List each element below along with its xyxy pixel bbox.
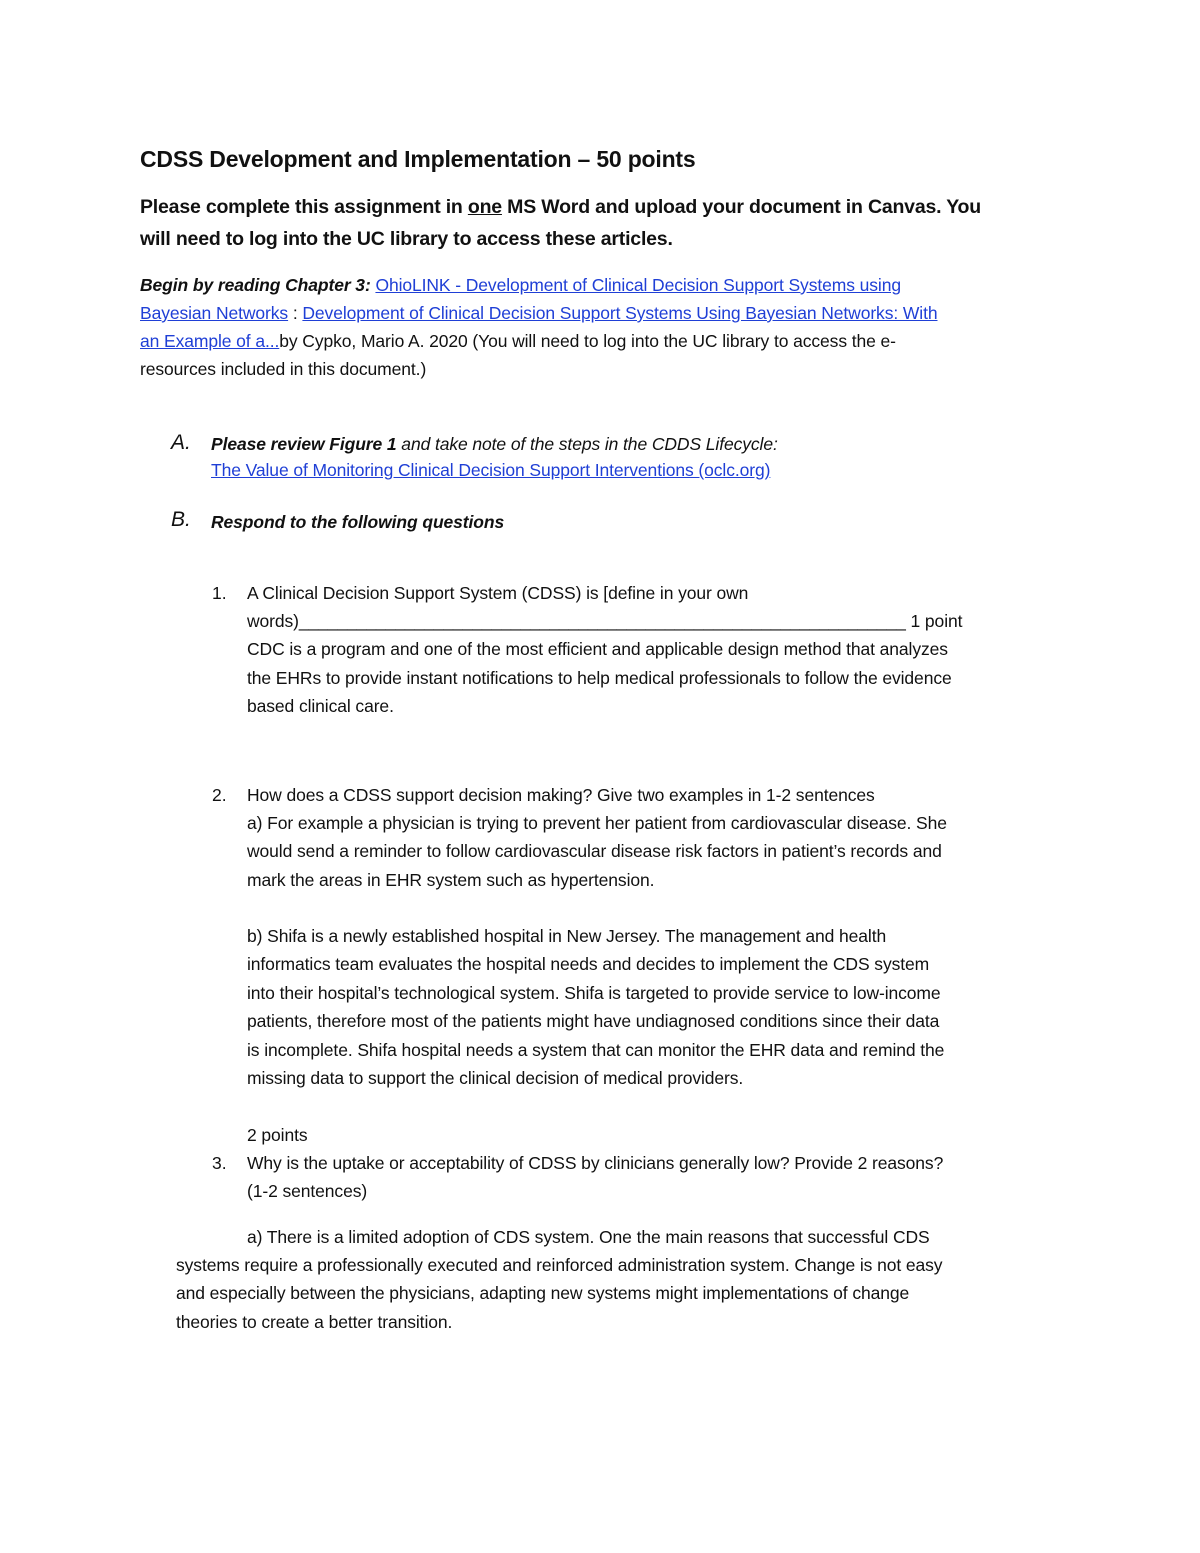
section-a-rest: and take note of the steps in the CDDS Lifecycle: xyxy=(396,434,778,454)
reading-line-3 xyxy=(140,331,896,352)
instructions-text-after: MS Word and upload your document in Canvas. You xyxy=(501,196,981,218)
reading-line-4: resources included in this document.) xyxy=(140,359,427,379)
question-3-answer-line-2: systems require a professionally executed and reinforced administration system. Change is not easy xyxy=(176,1255,943,1275)
question-3-number: 3. xyxy=(212,1153,227,1173)
question-1-answer-line-2: the EHRs to provide instant notifications to help medical professionals to follow the evidence xyxy=(247,668,952,688)
reading-author: by Cypko, Mario A. 2020 (You will need to log into the UC library to access the e- xyxy=(279,331,896,351)
instructions-emphasis-one: one xyxy=(467,196,502,218)
section-a-letter: A. xyxy=(171,431,191,454)
question-3-answer-line-1: a) There is a limited adoption of CDS system. One the main reasons that successful CDS xyxy=(247,1227,930,1247)
question-1-answer-line-3: based clinical care. xyxy=(247,696,394,716)
section-b-letter: B. xyxy=(171,508,191,531)
question-1-number: 1. xyxy=(212,583,227,603)
question-2-answer-b-line-3: into their hospital’s technological system. Shifa is targeted to provide service to low-income xyxy=(247,983,941,1003)
question-2-answer-b-line-5: is incomplete. Shifa hospital needs a system that can monitor the EHR data and remind the xyxy=(247,1040,945,1060)
question-2-answer-a-line-3: mark the areas in EHR system such as hypertension. xyxy=(247,870,655,890)
book-link-part-1[interactable]: Development of Clinical Decision Support Systems Using Bayesian Networks: With xyxy=(302,303,938,323)
instructions-text-before: Please complete this assignment in xyxy=(140,196,468,218)
question-2-prompt: How does a CDSS support decision making? Give two examples in 1-2 sentences xyxy=(247,785,875,805)
document-title: CDSS Development and Implementation – 50 points xyxy=(140,146,696,172)
section-a-link-line xyxy=(211,460,770,481)
question-3-prompt-line-2: (1-2 sentences) xyxy=(247,1181,368,1201)
ohiolink-link-part-1[interactable]: OhioLINK - Development of Clinical Decision Support Systems using xyxy=(375,275,901,295)
reading-lead: Begin by reading Chapter 3: xyxy=(140,275,371,295)
reading-separator: : xyxy=(288,303,303,323)
question-3-prompt-line-1: Why is the uptake or acceptability of CDSS by clinicians generally low? Provide 2 reasons? xyxy=(247,1153,944,1173)
instructions-line-2: will need to log into the UC library to access these articles. xyxy=(140,228,673,250)
question-3-answer-line-3: and especially between the physicians, adapting new systems might implementations of change xyxy=(176,1283,910,1303)
reading-line-1 xyxy=(140,275,901,296)
section-a-text xyxy=(211,434,778,455)
question-1-prompt-line-2: words)_______________________________________________________________ 1 point xyxy=(247,611,963,631)
question-1-prompt-line-1: A Clinical Decision Support System (CDSS) is [define in your own xyxy=(247,583,749,603)
question-2-answer-b-line-2: informatics team evaluates the hospital needs and decides to implement the CDS system xyxy=(247,954,930,974)
section-a-bold: Please review Figure 1 xyxy=(211,434,397,454)
question-2-answer-a-line-1: a) For example a physician is trying to prevent her patient from cardiovascular disease. She xyxy=(247,813,947,833)
question-3-answer-line-4: theories to create a better transition. xyxy=(176,1312,453,1332)
monitoring-cds-link[interactable]: The Value of Monitoring Clinical Decision Support Interventions (oclc.org) xyxy=(211,460,771,480)
book-link-part-2[interactable]: an Example of a... xyxy=(140,331,280,351)
question-1-answer-line-1: CDC is a program and one of the most efficient and applicable design method that analyzes xyxy=(247,639,948,659)
question-2-answer-b-line-6: missing data to support the clinical decision of medical providers. xyxy=(247,1068,744,1088)
ohiolink-link-part-2[interactable]: Bayesian Networks xyxy=(140,303,289,323)
question-2-answer-b-line-1: b) Shifa is a newly established hospital in New Jersey. The management and health xyxy=(247,926,887,946)
question-2-answer-b-line-4: patients, therefore most of the patients might have undiagnosed conditions since their data xyxy=(247,1011,940,1031)
instructions-line-1 xyxy=(140,196,981,219)
question-2-answer-a-line-2: would send a reminder to follow cardiovascular disease risk factors in patient’s records and xyxy=(247,841,942,861)
reading-line-2 xyxy=(140,303,938,324)
section-b-text: Respond to the following questions xyxy=(211,512,505,532)
question-2-number: 2. xyxy=(212,785,227,805)
question-2-points: 2 points xyxy=(247,1125,308,1145)
